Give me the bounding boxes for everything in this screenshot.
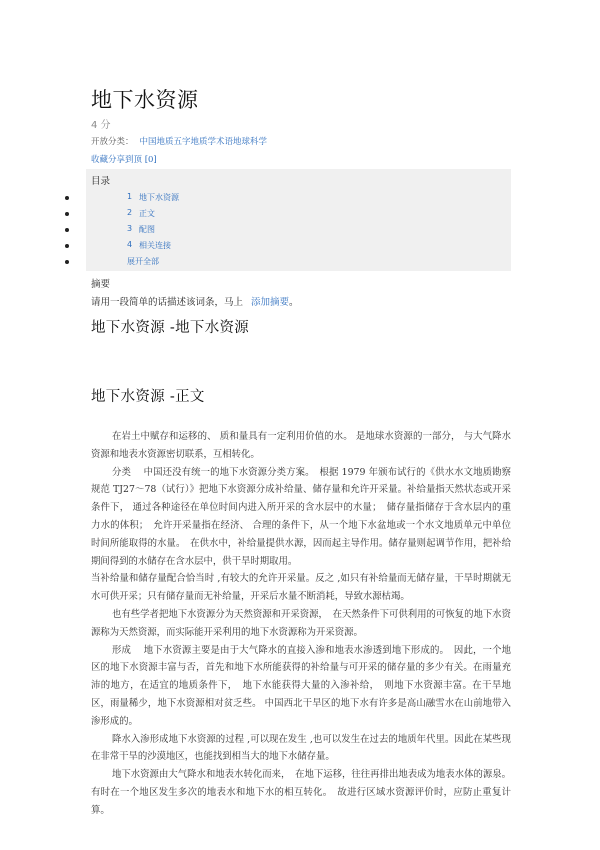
toc-heading: 目录 — [91, 176, 111, 187]
section-title: 地下水资源 -地下水资源 — [91, 320, 250, 336]
abstract-heading: 摘要 — [91, 279, 111, 290]
toc-item[interactable] — [86, 191, 511, 207]
article-body — [91, 428, 511, 820]
paragraph: 降水入渗形成地下水资源的过程 ,可以现在发生 ,也可以发生在过去的地质年代里。因此在某些现在非常干旱的沙漠地区，也能找到相当大的地下水储存量。 — [91, 733, 511, 763]
paragraph: 当补给量和储存量配合恰当时 ,有较大的允许开采量。反之 ,如只有补给量而无储存量，干旱时期就无水可供开采；只有储存量而无补给量，开采后水量不断消耗，导致水源枯竭。 — [91, 573, 511, 603]
paragraph: 地下水资源由大气降水和地表水转化而来， 在地下运移，往往再排出地表成为地表水体的源泉。有时在一个地区发生多次的地表水和地下水的相互转化。 故进行区域水资源评价时，应防止重复计算。 — [91, 769, 511, 816]
section-title: 地下水资源 -正文 — [91, 389, 205, 405]
toc-item-label[interactable]: 配图 — [139, 225, 155, 234]
abstract-tail: 。 — [289, 297, 299, 308]
page-title: 地下水资源 — [91, 88, 199, 112]
score-label: 4 分 — [91, 120, 111, 131]
toc-item[interactable] — [86, 207, 511, 223]
toc-item-label[interactable]: 地下水资源 — [139, 193, 179, 202]
toc-item-label[interactable]: 相关连接 — [139, 241, 171, 250]
toc-item[interactable] — [86, 239, 511, 255]
toc-item-number: 1 — [127, 192, 133, 201]
paragraph: 在岩土中赋存和运移的、 质和量具有一定利用价值的水。 是地球水资源的一部分， 与大气降水资源和地表水资源密切联系，互相转化。 — [91, 431, 511, 460]
toc-item[interactable] — [86, 223, 511, 239]
add-abstract-link[interactable]: 添加摘要 — [251, 297, 290, 308]
toc-expand-label[interactable]: 展开全部 — [127, 257, 159, 266]
bullet-icon — [65, 260, 69, 264]
bullet-icon — [65, 244, 69, 248]
action-links[interactable]: 收藏分享到顶 [0] — [91, 155, 157, 165]
toc-item-number: 2 — [127, 208, 133, 217]
toc-item-label[interactable]: 正文 — [139, 209, 155, 218]
paragraph: 分类 中国还没有统一的地下水资源分类方案。 根据 1979 年颁布试行的《供水水文地质勘察规范 TJ27～78（试行）》把地下水资源分成补给量、储存量和允许开采量。补给量指天然状态或开采条件下， 通过各种途径在单位时间内进入所开采的含水层中的水量； 储存量指储存于含水层内的重力水的体积； 允许开采量指在经济、 合理的条件下，从一个地下水盆地或一个水文地质单元中单位时间所能取得的水量。 在供水中，补给量提供水源，因而起主导作用。储存量则起调节作用，把补给期间得到的水储存在含水层中，供干旱时期取用。 — [91, 466, 511, 567]
category-line — [91, 135, 267, 147]
toc-expand-all[interactable] — [86, 255, 511, 271]
paragraph: 也有些学者把地下水资源分为天然资源和开采资源， 在天然条件下可供利用的可恢复的地下水资源称为天然资源，而实际能开采利用的地下水资源称为开采资源。 — [91, 608, 511, 638]
table-of-contents — [86, 169, 511, 271]
bullet-icon — [65, 212, 69, 216]
category-link[interactable]: 中国地质五字地质学术语地球科学 — [139, 137, 268, 147]
toc-item-number: 3 — [127, 224, 133, 233]
paragraph: 形成 地下水资源主要是由于大气降水的直接入渗和地表水渗透到地下形成的。 因此，一个地区的地下水资源丰富与否，首先和地下水所能获得的补给量与可开采的储存量的多少有关。在雨量充沛的地方，在适宜的地质条件下， 地下水能获得大量的入渗补给， 则地下水资源丰富。在干旱地区，雨量稀少，地下水资源相对贫乏些。 中国西北干旱区的地下水有许多是高山融雪水在山前地带入渗形成的。 — [91, 644, 511, 727]
bullet-icon — [65, 196, 69, 200]
bullet-icon — [65, 228, 69, 232]
category-label: 开放分类： — [91, 137, 134, 147]
abstract-text — [91, 294, 299, 308]
toc-item-number: 4 — [127, 240, 133, 249]
abstract-prompt: 请用一段简单的话描述该词条，马上 — [91, 297, 244, 308]
